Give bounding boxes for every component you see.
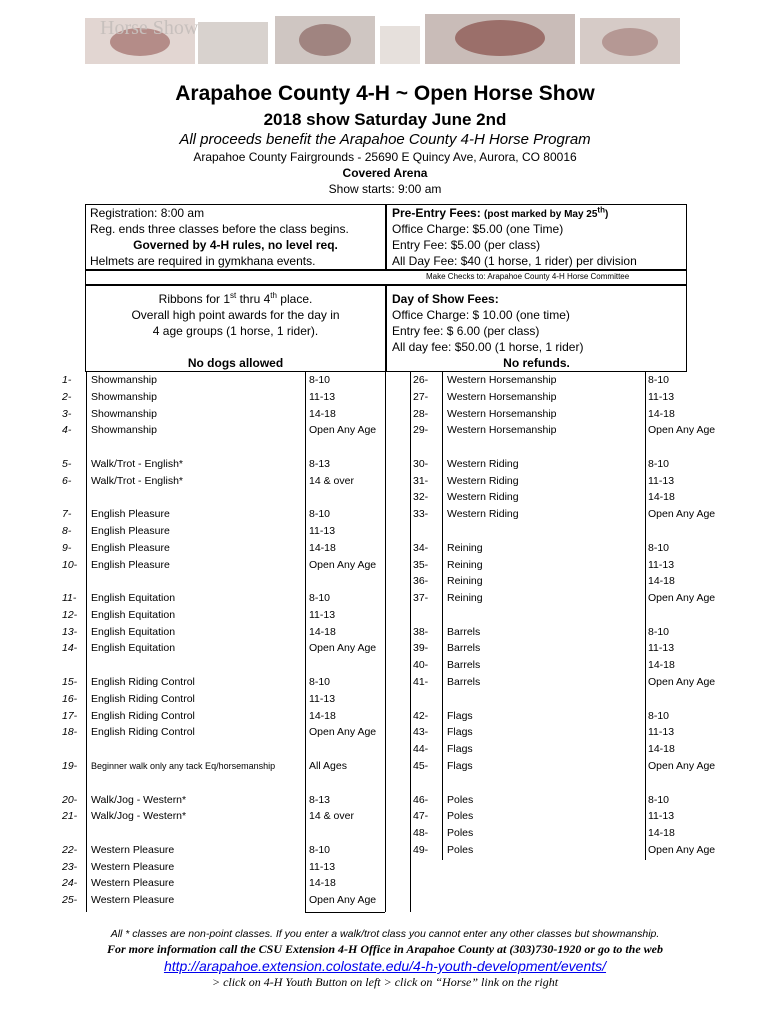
events-link[interactable]: http://arapahoe.extension.colostate.edu/4-h-youth-development/events/ xyxy=(163,958,607,974)
class-age: Open Any Age xyxy=(309,558,377,571)
class-num: 7- xyxy=(62,508,72,521)
class-age: 14-18 xyxy=(648,827,675,840)
class-num: 32- xyxy=(413,491,429,504)
class-num: 41- xyxy=(413,676,429,689)
class-name: Flags xyxy=(447,709,473,722)
class-age: 11-13 xyxy=(648,558,675,571)
class-num: 11- xyxy=(62,592,77,605)
class-num: 15- xyxy=(62,676,78,689)
class-num: 29- xyxy=(413,424,429,437)
preentry-note: (post marked by May 25 xyxy=(484,209,598,220)
class-age: 11-13 xyxy=(648,642,675,655)
class-name: Western Pleasure xyxy=(91,894,175,907)
class-age: 11-13 xyxy=(309,525,336,538)
horse-banner-graphic xyxy=(80,12,688,66)
dayof-entry-fee: Entry fee: $ 6.00 (per class) xyxy=(392,324,540,338)
class-name: English Riding Control xyxy=(91,726,195,739)
class-num: 40- xyxy=(413,659,429,672)
age-groups-line: 4 age groups (1 horse, 1 rider). xyxy=(152,324,319,338)
class-num: 14- xyxy=(62,642,78,655)
class-num: 24- xyxy=(62,877,78,890)
class-name: English Equitation xyxy=(91,642,176,655)
class-age: 11-13 xyxy=(309,608,336,621)
class-name: Walk/Trot - English* xyxy=(91,457,183,470)
class-num: 20- xyxy=(62,793,78,806)
class-num: 17- xyxy=(62,709,78,722)
class-age: Open Any Age xyxy=(648,424,716,437)
class-num: 38- xyxy=(413,625,429,638)
class-name: Flags xyxy=(447,726,473,739)
class-name: Western Pleasure xyxy=(91,877,175,890)
class-num: 39- xyxy=(413,642,429,655)
class-age: 14-18 xyxy=(309,541,336,554)
dayof-heading: Day of Show Fees: xyxy=(392,292,499,306)
high-point-line: Overall high point awards for the day in xyxy=(131,308,340,322)
class-age: 11-13 xyxy=(648,390,675,403)
more-info-line: For more information call the CSU Extension 4-H Office in Arapahoe County at (303)730-1920 or go to the web xyxy=(106,942,664,956)
right-name-divider xyxy=(442,372,443,860)
class-num: 12- xyxy=(62,608,78,621)
class-age: 14-18 xyxy=(648,407,675,420)
preentry-office-charge: Office Charge: $5.00 (one Time) xyxy=(392,222,564,236)
class-age: 8-10 xyxy=(309,592,331,605)
header-banner-image xyxy=(80,12,688,66)
class-name: Reining xyxy=(447,558,483,571)
registration-time: Registration: 8:00 am xyxy=(90,206,205,220)
non-point-note: All * classes are non-point classes. If you enter a walk/trot class you cannot enter any other classes but showmanship. xyxy=(110,928,660,940)
class-num: 37- xyxy=(413,592,429,605)
arena-line: Covered Arena xyxy=(342,166,428,180)
class-name: English Pleasure xyxy=(91,541,170,554)
right-age-divider xyxy=(645,372,646,860)
class-age: 8-10 xyxy=(648,793,670,806)
class-name: English Pleasure xyxy=(91,508,170,521)
class-num: 34- xyxy=(413,541,429,554)
class-num: 33- xyxy=(413,508,429,521)
location-line: Arapahoe County Fairgrounds - 25690 E Quincy Ave, Aurora, CO 80016 xyxy=(193,150,577,164)
class-name: Beginner walk only any tack Eq/horsemanship xyxy=(91,760,276,771)
class-age: 11-13 xyxy=(309,390,336,403)
navigation-instructions: > click on 4-H Youth Button on left > click on “Horse” link on the right xyxy=(211,975,559,989)
class-age: 8-10 xyxy=(648,541,670,554)
center-divider xyxy=(410,372,411,912)
class-age: 11-13 xyxy=(309,692,336,705)
class-num: 26- xyxy=(413,374,429,386)
dayof-all-day-fee: All day fee: $50.00 (1 horse, 1 rider) xyxy=(392,340,584,354)
class-name: English Equitation xyxy=(91,592,176,605)
class-name: Western Horsemanship xyxy=(447,407,557,420)
class-age: Open Any Age xyxy=(648,843,716,856)
class-num: 36- xyxy=(413,575,429,588)
class-name: Western Pleasure xyxy=(91,843,175,856)
class-name: Barrels xyxy=(447,642,481,655)
registration-ends: Reg. ends three classes before the class begins. xyxy=(90,222,349,236)
class-num: 3- xyxy=(62,407,72,420)
left-table-right-border xyxy=(385,372,386,912)
class-num: 48- xyxy=(413,827,429,840)
ribbons-line: Ribbons for 1st thru 4th place. xyxy=(158,291,313,306)
class-num: 2- xyxy=(62,390,72,403)
class-age: 14-18 xyxy=(648,491,675,504)
class-num: 25- xyxy=(62,894,78,907)
class-num: 19- xyxy=(62,759,78,772)
class-name: Reining xyxy=(447,592,483,605)
class-age: Open Any Age xyxy=(309,424,377,437)
class-name: Barrels xyxy=(447,676,481,689)
checks-note: Make Checks to: Arapahoe County 4-H Horse Committee xyxy=(426,272,630,281)
class-age: 8-10 xyxy=(648,709,670,722)
class-num: 10- xyxy=(62,558,78,571)
class-name: Western Horsemanship xyxy=(447,390,557,403)
left-table-bottom xyxy=(305,912,385,913)
class-name: English Pleasure xyxy=(91,525,170,538)
class-age: 14-18 xyxy=(648,659,675,672)
class-num: 45- xyxy=(413,759,429,772)
left-age-divider xyxy=(305,372,306,912)
class-age: Open Any Age xyxy=(309,642,377,655)
class-age: 8-13 xyxy=(309,793,331,806)
class-age: 14-18 xyxy=(309,877,336,890)
class-age: 14-18 xyxy=(648,743,675,756)
preentry-label: Pre-Entry Fees: xyxy=(392,206,485,220)
class-num: 22- xyxy=(62,843,78,856)
left-table-border xyxy=(86,372,87,912)
class-num: 9- xyxy=(62,541,72,554)
class-num: 35- xyxy=(413,558,429,571)
class-num: 49- xyxy=(413,843,429,856)
class-name: English Riding Control xyxy=(91,709,195,722)
class-name: Western Pleasure xyxy=(91,860,175,873)
class-name: Poles xyxy=(447,793,474,806)
class-num: 42- xyxy=(413,709,429,722)
class-name: English Riding Control xyxy=(91,692,195,705)
class-age: 14 & over xyxy=(309,474,354,487)
class-age: 11-13 xyxy=(648,726,675,739)
class-name: Barrels xyxy=(447,625,481,638)
class-num: 23- xyxy=(62,860,78,873)
class-age: 14-18 xyxy=(309,625,336,638)
show-start-line: Show starts: 9:00 am xyxy=(328,182,442,196)
class-name: Reining xyxy=(447,541,483,554)
class-age: 14-18 xyxy=(648,575,675,588)
class-name: English Pleasure xyxy=(91,558,170,571)
class-name: Flags xyxy=(447,759,473,772)
class-name: Showmanship xyxy=(91,407,157,420)
class-age: 14-18 xyxy=(309,407,336,420)
preentry-heading: Pre-Entry Fees: (post marked by May 25th) xyxy=(392,205,609,220)
class-age: 8-10 xyxy=(309,508,331,521)
class-age: Open Any Age xyxy=(309,726,377,739)
class-age: 8-10 xyxy=(648,457,670,470)
class-num: 18- xyxy=(62,726,78,739)
rules-note: Governed by 4-H rules, no level req. xyxy=(133,238,338,252)
class-name: Poles xyxy=(447,810,474,823)
class-age: Open Any Age xyxy=(309,894,377,907)
class-num: 13- xyxy=(62,625,78,638)
class-num: 47- xyxy=(413,810,429,823)
class-name: Showmanship xyxy=(91,390,157,403)
class-age: 14-18 xyxy=(309,709,336,722)
class-age: 11-13 xyxy=(309,860,336,873)
no-dogs-note: No dogs allowed xyxy=(187,356,284,370)
class-name: English Equitation xyxy=(91,608,176,621)
class-name: Western Horsemanship xyxy=(447,424,557,437)
class-age: 8-10 xyxy=(648,625,670,638)
class-age: Open Any Age xyxy=(648,592,716,605)
class-age: 8-10 xyxy=(648,374,670,386)
class-num: 1- xyxy=(62,374,72,386)
class-name: Walk/Jog - Western* xyxy=(91,793,187,806)
class-name: Showmanship xyxy=(91,374,157,386)
class-name: English Equitation xyxy=(91,625,176,638)
class-name: English Riding Control xyxy=(91,676,195,689)
banner-text: Horse Show xyxy=(100,17,199,39)
class-age: 11-13 xyxy=(648,810,675,823)
class-num: 43- xyxy=(413,726,429,739)
helmet-note: Helmets are required in gymkhana events. xyxy=(90,254,316,268)
no-refunds-note: No refunds. xyxy=(503,356,570,370)
class-age: 11-13 xyxy=(648,474,675,487)
show-date: 2018 show Saturday June 2nd xyxy=(263,110,507,129)
class-name: Flags xyxy=(447,743,473,756)
class-name: Walk/Trot - English* xyxy=(91,474,183,487)
class-age: Open Any Age xyxy=(648,508,716,521)
class-num: 28- xyxy=(413,407,429,420)
class-name: Poles xyxy=(447,843,474,856)
class-age: 14 & over xyxy=(309,810,354,823)
class-num: 6- xyxy=(62,474,72,487)
class-num: 8- xyxy=(62,525,72,538)
class-name: Showmanship xyxy=(91,424,157,437)
class-num: 31- xyxy=(413,474,429,487)
preentry-all-day-fee: All Day Fee: $40 (1 horse, 1 rider) per division xyxy=(392,254,637,268)
class-num: 5- xyxy=(62,457,72,470)
class-age: 8-13 xyxy=(309,457,331,470)
class-name: Western Riding xyxy=(447,491,519,504)
class-num: 44- xyxy=(413,743,429,756)
class-name: Barrels xyxy=(447,659,481,672)
class-age: Open Any Age xyxy=(648,759,716,772)
class-age: Open Any Age xyxy=(648,676,716,689)
class-age: 8-10 xyxy=(309,374,331,386)
class-name: Western Riding xyxy=(447,508,519,521)
class-num: 27- xyxy=(413,390,429,403)
class-age: 8-10 xyxy=(309,843,331,856)
class-num: 4- xyxy=(62,424,72,437)
class-age: All Ages xyxy=(309,759,347,772)
class-name: Reining xyxy=(447,575,483,588)
class-name: Western Riding xyxy=(447,474,519,487)
class-num: 30- xyxy=(413,457,429,470)
class-age: 8-10 xyxy=(309,676,331,689)
dayof-office-charge: Office Charge: $ 10.00 (one time) xyxy=(392,308,570,322)
preentry-entry-fee: Entry Fee: $5.00 (per class) xyxy=(392,238,541,252)
class-num: 21- xyxy=(62,810,78,823)
class-num: 46- xyxy=(413,793,429,806)
class-name: Walk/Jog - Western* xyxy=(91,810,187,823)
class-name: Western Horsemanship xyxy=(447,374,557,386)
class-num: 16- xyxy=(62,692,78,705)
benefit-line: All proceeds benefit the Arapahoe County 4-H Horse Program xyxy=(179,131,591,148)
class-name: Western Riding xyxy=(447,457,519,470)
page-title: Arapahoe County 4-H ~ Open Horse Show xyxy=(175,82,595,105)
class-name: Poles xyxy=(447,827,474,840)
